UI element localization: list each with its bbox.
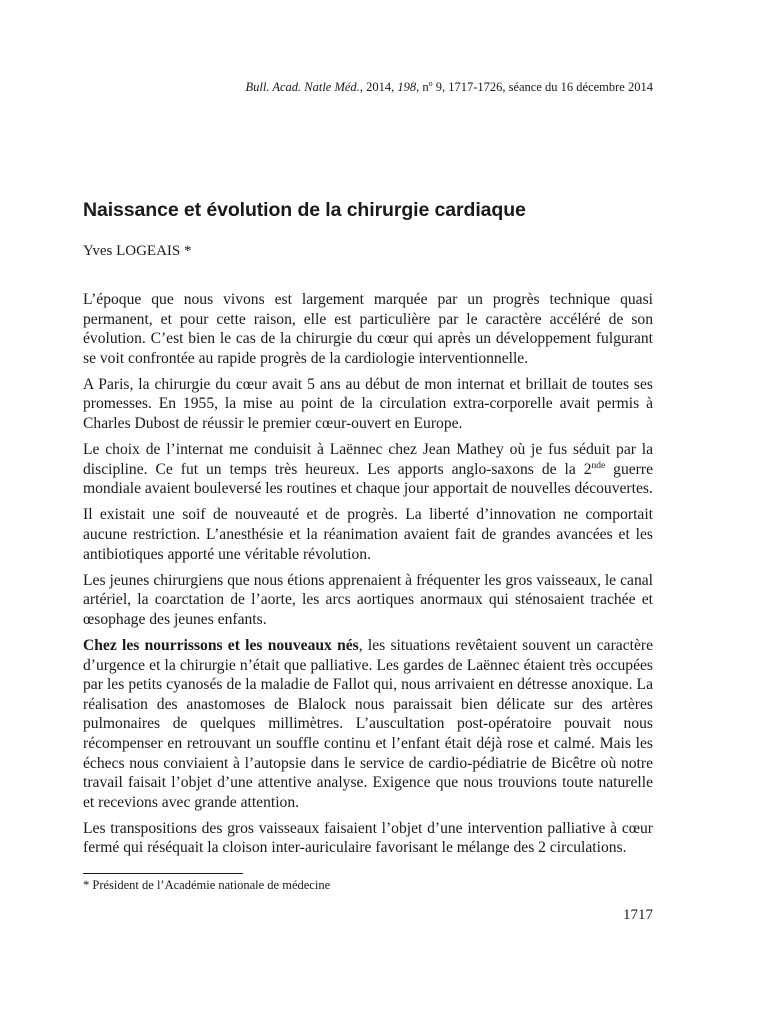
paragraph-6 [83,636,653,812]
paragraph-5: Les jeunes chirurgiens que nous étions apprenaient à fréquenter les gros vaisseaux, le canal artériel, la coarctation de l’aorte, les arcs aortiques anormaux qui sténosaient trachée et œsophage des jeunes enfants. [83,571,653,628]
header-rest: 9, 1717-1726, séance du 16 décembre 2014 [432,80,653,95]
running-header [245,79,653,95]
paragraph-3-superscript: nde [591,460,606,471]
article-body [83,290,653,865]
paragraph-2: A Paris, la chirurgie du cœur avait 5 ans au début de mon internat et brillait de toutes ses promesses. En 1955, la mise au point de la circulation extra-corporelle avait permis à Charles Dubost de réussir le premier cœur-ouvert en Europe. [83,375,653,433]
header-year: , 2014, [359,80,398,95]
paragraph-1: L’époque que nous vivons est largement marquée par un progrès technique quasi permanent, et pour cette raison, elle est particulière par le caractère accéléré de son évolution. C’est bien le cas de la chirurgie du cœur qui après un développement fulgurant se voit confrontée au rapide progrès de la cardiologie interventionnelle. [83,291,653,367]
page-number: 1717 [623,907,653,923]
header-issue-prefix: , n [416,80,429,95]
header-issue-sup: o [428,79,433,88]
header-volume: 198 [397,80,417,95]
footnote: * Président de l’Académie nationale de médecine [83,878,331,892]
paragraph-3-text-a: Le choix de l’internat me conduisit à Laënnec chez Jean Mathey où je fus séduit par la discipline. Ce fut un temps très heureux. Les apports anglo-saxons de la 2 [83,441,653,478]
paragraph-4: Il existait une soif de nouveauté et de progrès. La liberté d’innovation ne comportait aucune restriction. L’anesthésie et la réanimation avaient fait de grandes avancées et les antibiotiques apporté une véritable révolution. [83,506,653,563]
paragraph-6-text: , les situations revêtaient souvent un caractère d’urgence et la chirurgie n’était que palliative. Les gardes de Laënnec étaient très occupées par les petits cyanosés de la maladie de Fallot qui, nous arrivaient en détresse anoxique. La réalisation des anastomoses de Blalock nous paraissait bien délicate sur des artères pulmonaires de quelques millimètres. L’auscultation post-opératoire pouvait nous récompenser en retrouvant un souffle continu et l’enfant était déjà rose et calmé. Mais les échecs nous conviaient à l’autopsie dans le service de cardio-pédiatrie de Bicêtre où notre travail faisait l’objet d’une attentive analyse. Exigence que nous trouvions toute naturelle et recevions avec grande attention. [83,637,653,811]
document-page [83,0,653,1024]
paragraph-3 [83,440,653,499]
article-title: Naissance et évolution de la chirurgie cardiaque [83,199,526,221]
footnote-divider [83,873,243,874]
paragraph-7: Les transpositions des gros vaisseaux faisaient l’objet d’une intervention palliative à cœur fermé qui réséquait la cloison inter-auriculaire favorisant le mélange des 2 circulations. [83,819,653,857]
journal-name: Bull. Acad. Natle Méd. [245,80,360,95]
paragraph-3-text-b: guerre mondiale avaient bouleversé les routines et chaque jour apportait de nouvelles découvertes. [83,460,653,498]
article-author: Yves LOGEAIS * [83,243,192,259]
paragraph-6-lead: Chez les nourrissons et les nouveaux nés [83,637,359,654]
